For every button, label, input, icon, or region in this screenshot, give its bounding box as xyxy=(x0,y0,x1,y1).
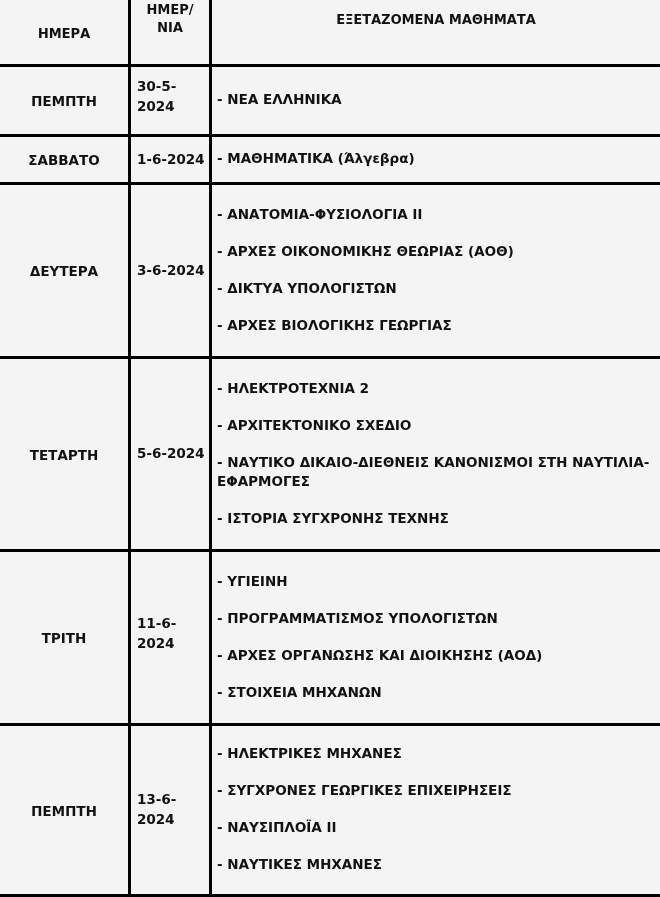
subject-item: - ΑΡΧΕΣ ΟΙΚΟΝΟΜΙΚΗΣ ΘΕΩΡΙΑΣ (ΑΟΘ) xyxy=(217,243,514,260)
subject-item: - ΝΑΥΤΙΚΕΣ ΜΗΧΑΝΕΣ xyxy=(217,857,382,873)
schedule-row xyxy=(0,552,660,726)
day-label: ΤΕΤΑΡΤΗ xyxy=(29,447,99,464)
date-label: 5-6-2024 xyxy=(137,446,205,462)
subject-item: - ΥΓΙΕΙΝΗ xyxy=(217,573,288,590)
subject-item: - ΑΝΑΤΟΜΙΑ-ΦΥΣΙΟΛΟΓΙΑ ΙΙ xyxy=(217,206,423,223)
subjects-cell xyxy=(212,185,660,359)
day-cell xyxy=(0,726,131,897)
subjects-cell xyxy=(212,359,660,552)
schedule-row xyxy=(0,67,660,137)
date-cell xyxy=(131,726,212,897)
subject-item: - ΝΑΥΣΙΠΛΟΪΑ ΙΙ xyxy=(217,820,337,836)
schedule-row xyxy=(0,137,660,185)
date-cell xyxy=(131,67,212,137)
date-label: 11-6- 2024 xyxy=(137,615,177,652)
day-cell xyxy=(0,137,131,185)
header-date: ΗΜΕΡ/ ΝΙΑ xyxy=(131,0,212,67)
date-label: 1-6-2024 xyxy=(137,151,205,168)
day-cell xyxy=(0,185,131,359)
subject-item: - ΑΡΧΙΤΕΚΤΟΝΙΚΟ ΣΧΕΔΙΟ xyxy=(217,417,412,434)
subject-item: - ΣΥΓΧΡΟΝΕΣ ΓΕΩΡΓΙΚΕΣ ΕΠΙΧΕΙΡΗΣΕΙΣ xyxy=(217,783,512,799)
subject-item: - ΣΤΟΙΧΕΙΑ ΜΗΧΑΝΩΝ xyxy=(217,684,382,701)
date-cell xyxy=(131,137,212,185)
schedule-row xyxy=(0,185,660,359)
date-cell xyxy=(131,185,212,359)
subject-item: - ΜΑΘΗΜΑΤΙΚΑ (Άλγεβρα) xyxy=(217,151,415,167)
subject-item: - ΙΣΤΟΡΙΑ ΣΥΓΧΡΟΝΗΣ ΤΕΧΝΗΣ xyxy=(217,510,449,527)
schedule-row xyxy=(0,359,660,552)
date-label: 13-6- 2024 xyxy=(137,792,177,828)
subject-item: - ΝΕΑ ΕΛΛΗΝΙΚΑ xyxy=(217,92,342,108)
subjects-cell xyxy=(212,67,660,137)
day-label: ΠΕΜΠΤΗ xyxy=(31,94,97,110)
subjects-cell xyxy=(212,726,660,897)
subjects-cell xyxy=(212,137,660,185)
header-row xyxy=(0,0,660,67)
day-cell xyxy=(0,359,131,552)
date-label: 3-6-2024 xyxy=(137,262,205,279)
subject-item: - ΗΛΕΚΤΡΟΤΕΧΝΙΑ 2 xyxy=(217,380,370,397)
subject-item: - ΝΑΥΤΙΚΟ ΔΙΚΑΙΟ-ΔΙΕΘΝΕΙΣ ΚΑΝΟΝΙΣΜΟΙ ΣΤΗ ΝΑΥΤΙΛΙΑ-ΕΦΑΡΜΟΓΕΣ xyxy=(217,454,650,490)
subject-item: - ΠΡΟΓΡΑΜΜΑΤΙΣΜΟΣ ΥΠΟΛΟΓΙΣΤΩΝ xyxy=(217,610,498,627)
subject-item: - ΔΙΚΤΥΑ ΥΠΟΛΟΓΙΣΤΩΝ xyxy=(217,280,397,297)
day-label: ΠΕΜΠΤΗ xyxy=(31,803,97,820)
date-label: 30-5- 2024 xyxy=(137,78,177,115)
subjects-cell xyxy=(212,552,660,726)
subject-item: - ΑΡΧΕΣ ΟΡΓΑΝΩΣΗΣ ΚΑΙ ΔΙΟΙΚΗΣΗΣ (ΑΟΔ) xyxy=(217,647,543,664)
schedule-row xyxy=(0,726,660,897)
day-cell xyxy=(0,67,131,137)
subject-item: - ΑΡΧΕΣ ΒΙΟΛΟΓΙΚΗΣ ΓΕΩΡΓΙΑΣ xyxy=(217,317,452,334)
day-label: ΤΡΙΤΗ xyxy=(41,631,87,647)
subject-item: - ΗΛΕΚΤΡΙΚΕΣ ΜΗΧΑΝΕΣ xyxy=(217,746,402,762)
header-day: ΗΜΕΡΑ xyxy=(0,0,131,67)
day-cell xyxy=(0,552,131,726)
day-label: ΔΕΥΤΕΡΑ xyxy=(29,264,99,280)
date-cell xyxy=(131,552,212,726)
date-cell xyxy=(131,359,212,552)
header-subjects: ΕΞΕΤΑΖΟΜΕΝΑ ΜΑΘΗΜΑΤΑ xyxy=(212,0,660,67)
day-label: ΣΑΒΒΑΤΟ xyxy=(28,153,100,169)
